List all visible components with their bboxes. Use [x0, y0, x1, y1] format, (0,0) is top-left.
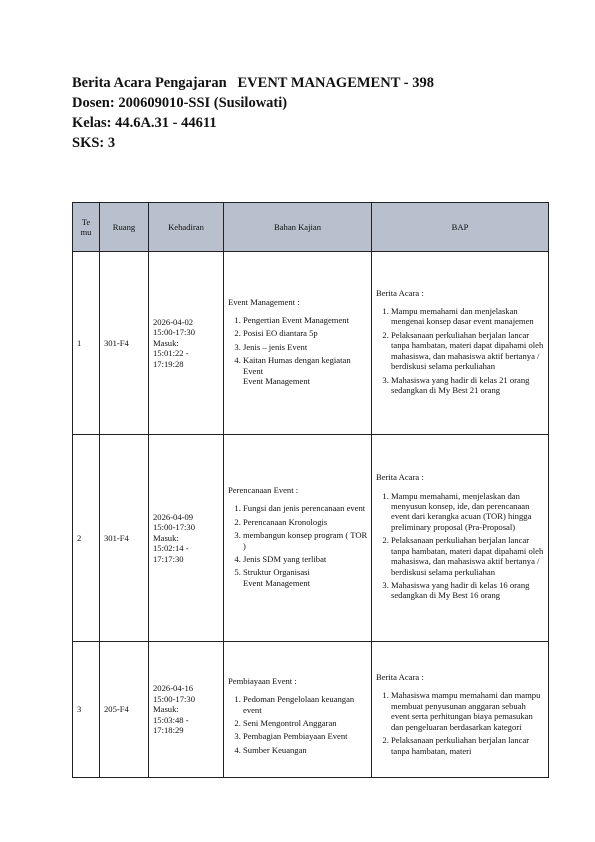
- material-item: 2. Perencanaan Kronologis: [243, 517, 368, 527]
- material-title: Event Management :: [228, 296, 300, 307]
- material-cell: [224, 435, 372, 642]
- attendance-cell: 2026-04-02 15:00-17:30 Masuk: 15:01:22 - 17:19:28: [149, 252, 224, 435]
- document-header: [72, 73, 532, 153]
- bap-cell: [372, 435, 549, 642]
- attendance-cell: 2026-04-16 15:00-17:30 Masuk: 15:03:48 - 17:18:29: [149, 642, 224, 778]
- meeting-number-cell: 1: [73, 252, 100, 435]
- material-item: 3. Jenis – jenis Event: [243, 342, 368, 352]
- material-item: 4. Kaitan Humas dengan kegiatan Event Event Management: [243, 355, 368, 386]
- table-row: [73, 642, 549, 778]
- material-item: 3. membangun konsep program ( TOR ): [243, 530, 368, 551]
- room-cell: 205-F4: [100, 642, 149, 778]
- meeting-number-cell: 2: [73, 435, 100, 642]
- bap-title: Berita Acara :: [376, 672, 424, 683]
- material-item: 2. Seni Mengontrol Anggaran: [243, 718, 368, 728]
- bap-list: [376, 491, 545, 601]
- bap-item: 1. Mampu memahami, menjelaskan dan menyusun konsep, ide, dan perencanaan event dari kerangka acuan (TOR) hingga preliminary proposal (Pra-Proposal): [391, 491, 545, 533]
- bap-item: 2. Pelaksanaan perkuliahan berjalan lancar tanpa hambatan, materi dapat dipahami oleh mahasiswa, dan mahasiswa aktif bertanya / berdiskusi selama perkuliahan: [391, 535, 545, 577]
- table-body: [73, 252, 549, 778]
- bap-list: [376, 306, 545, 395]
- lecturer-line: Dosen: 200609010-SSI (Susilowati): [72, 95, 288, 111]
- bap-cell: [372, 252, 549, 435]
- bap-item: 1. Mampu memahami dan menjelaskan mengenai konsep dasar event manajemen: [391, 306, 545, 327]
- header-bap: BAP: [372, 203, 549, 252]
- bap-cell: [372, 642, 549, 778]
- material-item: 3. Pembagian Pembiayaan Event: [243, 731, 368, 741]
- bap-item: 3. Mahasiswa yang hadir di kelas 21 orang sedangkan di My Best 21 orang: [391, 375, 545, 396]
- credits-line: SKS: 3: [72, 135, 116, 151]
- bap-list: [376, 690, 545, 755]
- bap-title: Berita Acara :: [376, 287, 424, 298]
- material-cell: [224, 252, 372, 435]
- bap-title: Berita Acara :: [376, 472, 424, 483]
- table-row: [73, 252, 549, 435]
- material-item: 1. Pedoman Pengelolaan keuangan event: [243, 694, 368, 715]
- material-item: 5. Struktur Organisasi Event Management: [243, 567, 368, 588]
- material-title: Perencanaan Event :: [228, 484, 299, 495]
- material-item: 2. Posisi EO diantara 5p: [243, 328, 368, 338]
- material-list: [228, 694, 368, 755]
- material-cell: [224, 642, 372, 778]
- material-list: [228, 315, 368, 386]
- header-attendance: Kehadiran: [149, 203, 224, 252]
- material-item: 1. Fungsi dan jenis perencanaan event: [243, 503, 368, 513]
- teaching-record-table: [72, 202, 549, 778]
- header-room: Ruang: [100, 203, 149, 252]
- header-meeting: Te mu: [73, 203, 100, 252]
- attendance-cell: 2026-04-09 15:00-17:30 Masuk: 15:02:14 - 17:17:30: [149, 435, 224, 642]
- class-line: Kelas: 44.6A.31 - 44611: [72, 115, 217, 131]
- table-header-row: [73, 203, 549, 252]
- header-material: Bahan Kajian: [224, 203, 372, 252]
- room-cell: 301-F4: [100, 252, 149, 435]
- material-list: [228, 503, 368, 588]
- material-item: 4. Jenis SDM yang terlibat: [243, 554, 368, 564]
- document-title: Berita Acara Pengajaran EVENT MANAGEMENT - 398: [72, 75, 434, 91]
- bap-item: 1. Mahasiswa mampu memahami dan mampu membuat penyusunan anggaran sebuah event serta perhitungan biaya pemasukan dan pengeluaran berdasarkan kategori: [391, 690, 545, 732]
- material-item: 1. Pengertian Event Management: [243, 315, 368, 325]
- table-row: [73, 435, 549, 642]
- room-cell: 301-F4: [100, 435, 149, 642]
- bap-item: 3. Mahasiswa yang hadir di kelas 16 orang sedangkan di My Best 16 orang: [391, 580, 545, 601]
- material-title: Pembiayaan Event :: [228, 675, 297, 686]
- material-item: 4. Sumber Keuangan: [243, 745, 368, 755]
- bap-item: 2. Pelaksanaan perkuliahan berjalan lancar tanpa hambatan, materi dapat dipahami oleh mahasiswa, dan mahasiswa aktif bertanya / berdiskusi selama perkuliahan: [391, 330, 545, 372]
- bap-item: 2. Pelaksanaan perkuliahan berjalan lancar tanpa hambatan, materi: [391, 735, 545, 756]
- meeting-number-cell: 3: [73, 642, 100, 778]
